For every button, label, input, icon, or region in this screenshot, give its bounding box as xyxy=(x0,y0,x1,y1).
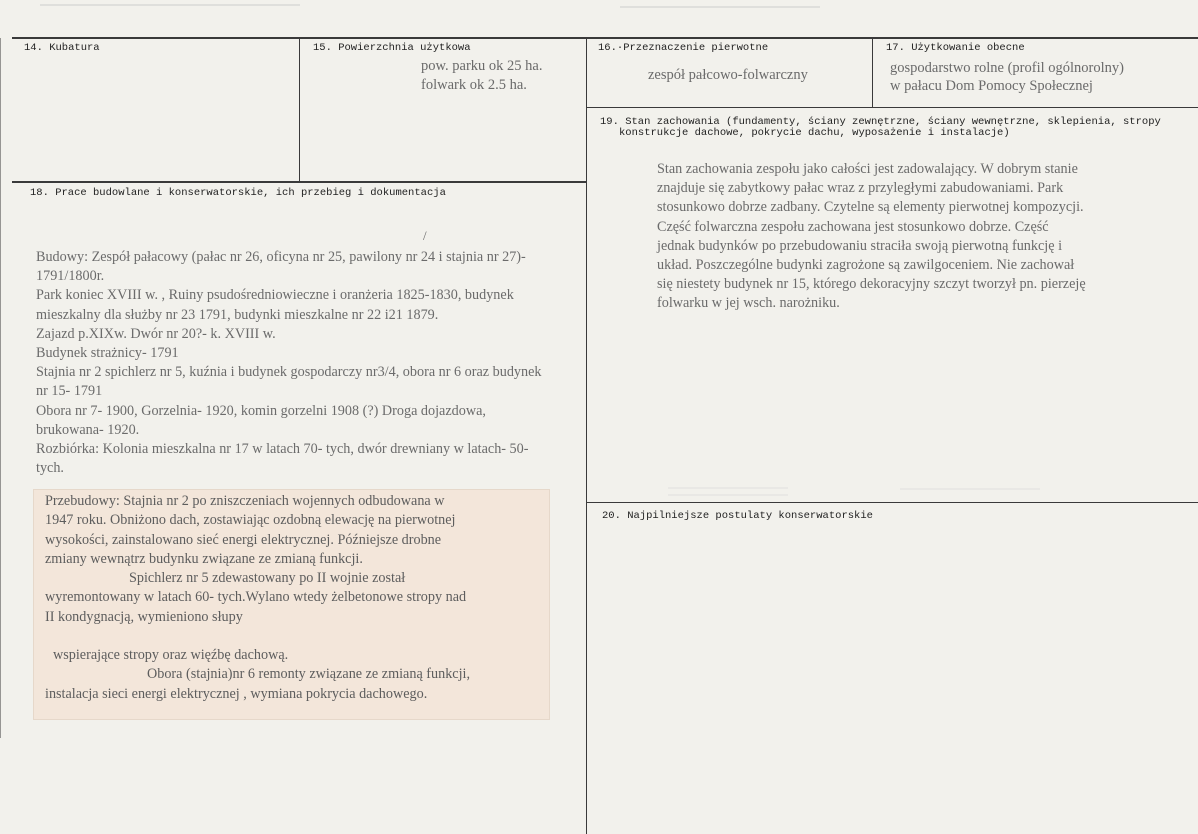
text-line: jednak budynków po przebudowaniu straciła swoją pierwotną funkcję i xyxy=(657,237,1063,254)
text-line: Obora (stajnia)nr 6 remonty związane ze zmianą funkcji, xyxy=(147,666,471,683)
text-line: Budowy: Zespół pałacowy (pałac nr 26, oficyna nr 25, pawilony nr 24 i stajnia nr 27)- xyxy=(36,249,526,265)
field-15-value-2: folwark ok 2.5 ha. xyxy=(421,77,527,93)
text-line: brukowana- 1920. xyxy=(36,421,140,438)
text-line: folwarku w jej wsch. narożniku. xyxy=(657,295,840,312)
text-line: Budynek strażnicy- 1791 xyxy=(36,345,179,362)
field-18-label: 18. Prace budowlane i konserwatorskie, ich przebieg i dokumentacja xyxy=(30,187,446,199)
text-line: Stan zachowania zespołu jako całości jest zadowalający. W dobrym stanie xyxy=(657,161,1078,177)
field-20-label: 20. Najpilniejsze postulaty konserwatorskie xyxy=(602,510,873,522)
field-14-label: 14. Kubatura xyxy=(24,42,100,54)
text-line: Obora nr 7- 1900, Gorzelnia- 1920, komin gorzelni 1908 (?) Droga dojazdowa, xyxy=(36,402,486,419)
text-line: wysokości, zainstalowano sieć energi elektrycznej. Późniejsze drobne xyxy=(45,531,442,548)
field-15-label: 15. Powierzchnia użytkowa xyxy=(313,42,471,54)
text-line: znajduje się zabytkowy pałac wraz z przyległymi zabudowaniami. Park xyxy=(657,180,1064,197)
text-line: zmiany wewnątrz budynku związane ze zmianą funkcji. xyxy=(45,550,363,567)
text-line: Część folwarczna zespołu zachowana jest stosunkowo dobrze. Część xyxy=(657,218,1049,235)
bleed-through-mark xyxy=(900,488,1040,490)
field-15-value-1: pow. parku ok 25 ha. xyxy=(421,58,543,74)
text-line: II kondygnacją, wymieniono słupy xyxy=(45,608,243,625)
pasted-slip-text xyxy=(45,492,470,704)
divider-15-16 xyxy=(586,38,587,834)
text-line: wspierające stropy oraz więźbę dachową. xyxy=(53,647,289,664)
field-18-text xyxy=(36,248,542,478)
field-16-label: 16.·Przeznaczenie pierwotne xyxy=(598,42,769,54)
text-line: układ. Poszczególne budynki zagrożone są zawilgoceniem. Nie zachował xyxy=(657,257,1075,274)
divider-16-17 xyxy=(872,38,873,108)
left-edge xyxy=(0,38,1,738)
faint-mark xyxy=(40,4,300,6)
text-line: się niestety budynek nr 15, którego dekoracyjny szczyt tworzył pn. pierzeję xyxy=(657,276,1086,293)
divider-14-15 xyxy=(299,38,300,181)
text-line: Spichlerz nr 5 zdewastowany po II wojnie został xyxy=(129,570,406,587)
field-16-value: zespół pałcowo-folwarczny xyxy=(648,67,808,83)
field-19-text xyxy=(657,160,1086,314)
rule-top-19 xyxy=(587,107,1198,108)
faint-mark xyxy=(620,6,820,8)
text-line: 1791/1800r. xyxy=(36,268,105,285)
text-line xyxy=(45,627,470,646)
top-rule xyxy=(12,37,1198,39)
rule-top-20 xyxy=(587,502,1198,503)
text-line: nr 15- 1791 xyxy=(36,383,103,400)
text-line: Zajazd p.XIXw. Dwór nr 20?- k. XVIII w. xyxy=(36,325,276,342)
text-line: wyremontowany w latach 60- tych.Wylano wtedy żelbetonowe stropy nad xyxy=(45,589,467,606)
text-line: 1947 roku. Obniżono dach, zostawiając ozdobną elewację na pierwotnej xyxy=(45,512,456,529)
field-17-label: 17. Użytkowanie obecne xyxy=(886,42,1025,54)
pen-mark: / xyxy=(423,228,427,243)
text-line: mieszkalny dla służby nr 23 1791, budynki mieszkalne nr 22 i21 1879. xyxy=(36,306,439,323)
field-17-value-2: w pałacu Dom Pomocy Społecznej xyxy=(890,78,1093,94)
rule-top-18 xyxy=(12,181,587,183)
field-17-value-1: gospodarstwo rolne (profil ogólnorolny) xyxy=(890,60,1124,76)
bleed-through-mark xyxy=(668,494,788,496)
text-line: Przebudowy: Stajnia nr 2 po zniszczeniach wojennych odbudowana w xyxy=(45,493,445,509)
text-line: tych. xyxy=(36,460,64,477)
bleed-through-mark xyxy=(668,487,788,489)
text-line: instalacja sieci energi elektrycznej , wymiana pokrycia dachowego. xyxy=(45,685,428,702)
text-line: Stajnia nr 2 spichlerz nr 5, kuźnia i budynek gospodarczy nr3/4, obora nr 6 oraz budynek xyxy=(36,364,542,381)
text-line: Park koniec XVIII w. , Ruiny psudośredniowieczne i oranżeria 1825-1830, budynek xyxy=(36,287,514,304)
text-line: Rozbiórka: Kolonia mieszkalna nr 17 w latach 70- tych, dwór drewniany w latach- 50- xyxy=(36,441,529,458)
text-line: stosunkowo dobrze zadbany. Czytelne są elementy pierwotnej kompozycji. xyxy=(657,199,1084,216)
field-19-label-line2: konstrukcje dachowe, pokrycie dachu, wyposażenie i instalacje) xyxy=(619,127,1010,139)
field-19-label-line1: 19. Stan zachowania (fundamenty, ściany zewnętrzne, ściany wewnętrzne, sklepienia, stropy xyxy=(600,116,1161,128)
